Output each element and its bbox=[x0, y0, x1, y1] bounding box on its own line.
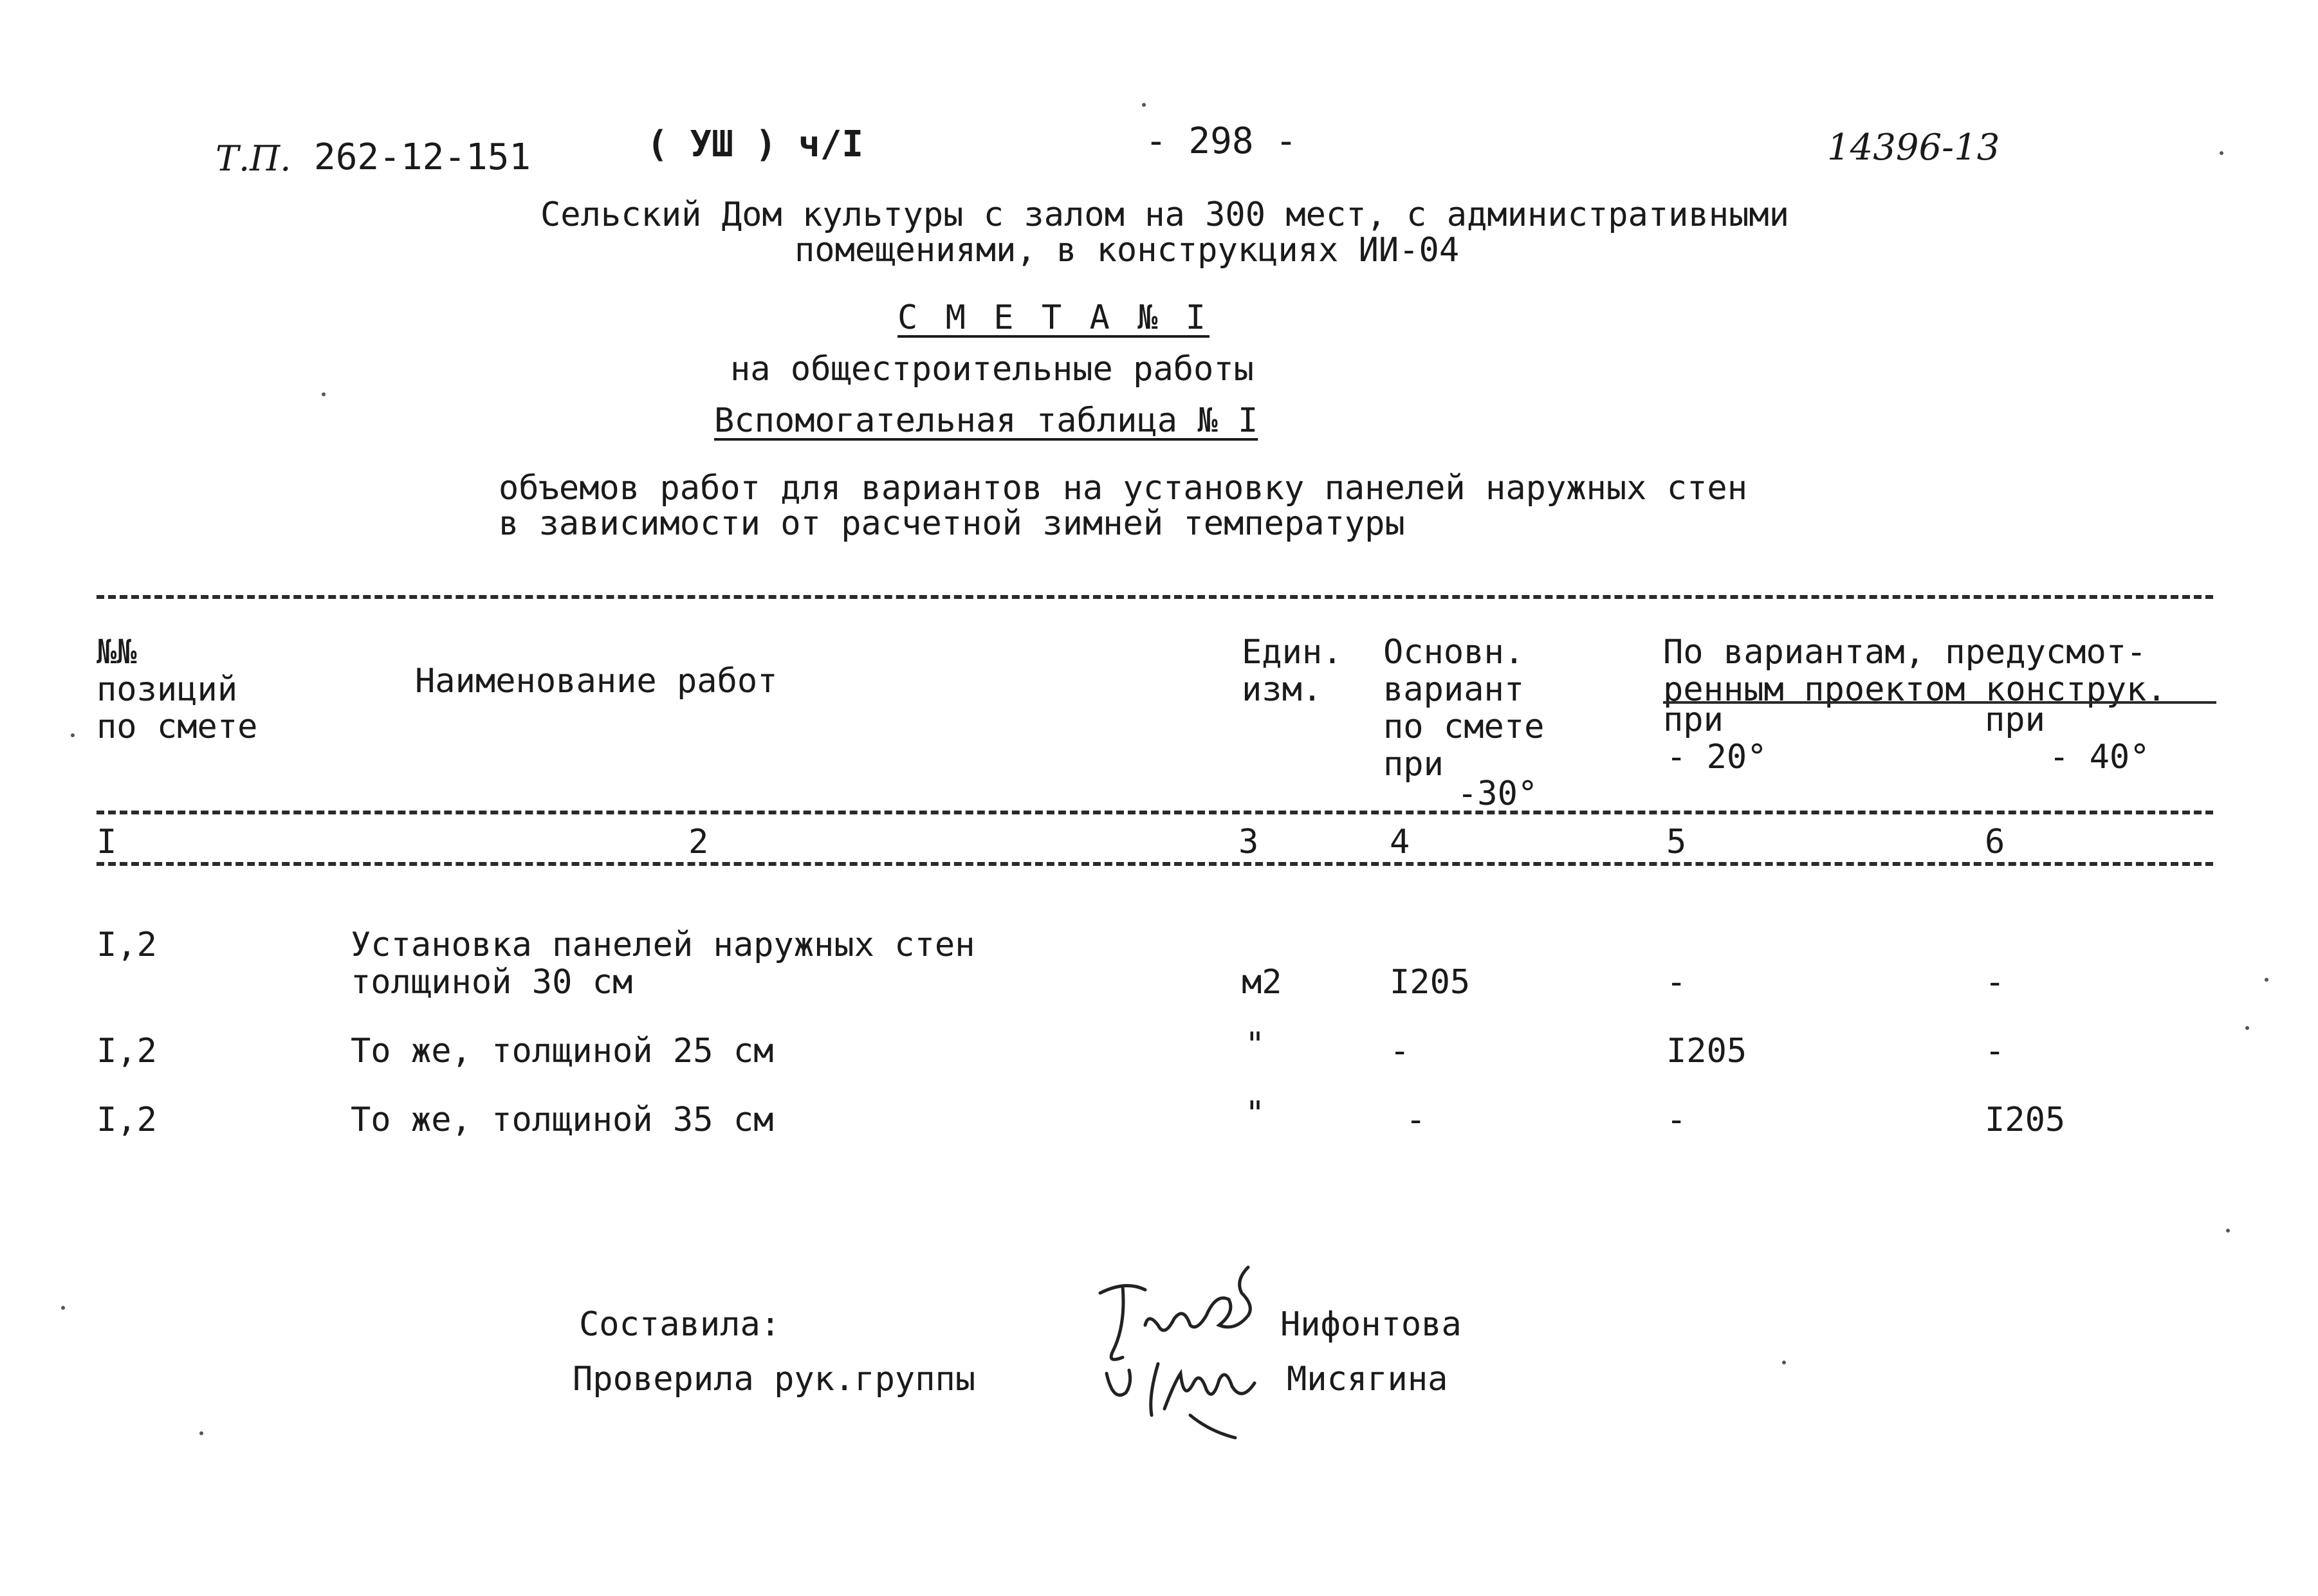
handwritten-signatures bbox=[1087, 1254, 1300, 1441]
table-row-1-name-line: толщиной 30 см bbox=[351, 963, 633, 1002]
header-variants-group-line: По вариантам, предусмот- bbox=[1663, 633, 2147, 672]
scan-speck bbox=[199, 1431, 203, 1435]
table-top-rule bbox=[97, 595, 2213, 599]
table-row-3-name: То же, толщиной 35 см bbox=[351, 1101, 774, 1139]
header-base-variant-line: по смете bbox=[1383, 708, 1545, 746]
page-number: - 298 - bbox=[1145, 120, 1298, 162]
title-line-1: Сельский Дом культуры с залом на 300 мест, с административными bbox=[540, 196, 1790, 234]
header-bottom-rule bbox=[97, 811, 2213, 814]
table-row-3-base: - bbox=[1406, 1101, 1426, 1139]
table-row-3-v40: I205 bbox=[1985, 1101, 2066, 1139]
checked-name: Мисягина bbox=[1287, 1360, 1448, 1399]
table-row-1-position: I,2 bbox=[97, 926, 157, 964]
compiled-label: Составила: bbox=[579, 1305, 781, 1344]
scan-speck bbox=[1142, 103, 1146, 107]
project-code: 262-12-151 bbox=[314, 136, 531, 178]
header-position bbox=[97, 634, 257, 746]
scan-speck bbox=[2245, 1026, 2249, 1030]
project-prefix: Т.П. bbox=[216, 138, 291, 179]
header-variant-40-line: при bbox=[1985, 701, 2045, 739]
table-row-3-v20: - bbox=[1666, 1101, 1687, 1139]
header-unit bbox=[1242, 634, 1343, 708]
header-position-line: по смете bbox=[97, 708, 258, 746]
column-number: 6 bbox=[1985, 823, 2005, 861]
header-base-variant-temp: -30° bbox=[1457, 775, 1538, 813]
doc-subject: на общестроительные работы bbox=[730, 350, 1254, 389]
scan-speck bbox=[71, 733, 75, 737]
aux-table-title: Вспомогательная таблица № I bbox=[714, 401, 1258, 440]
table-row-2-unit: " bbox=[1245, 1025, 1265, 1064]
scan-speck bbox=[2226, 1229, 2230, 1233]
table-row-2-name: То же, толщиной 25 см bbox=[351, 1032, 774, 1070]
table-row-1-unit: м2 bbox=[1242, 963, 1282, 1002]
table-row-1-name bbox=[351, 926, 975, 1001]
column-numbers-rule bbox=[97, 862, 2213, 866]
scan-speck bbox=[2220, 151, 2223, 155]
table-row-1-v20: - bbox=[1666, 963, 1687, 1002]
column-number: 3 bbox=[1238, 823, 1259, 861]
header-base-variant bbox=[1383, 634, 1544, 812]
header-variants-group bbox=[1663, 634, 2167, 708]
scan-speck bbox=[2265, 978, 2268, 982]
desc-line-1: объемов работ для вариантов на установку панелей наружных стен bbox=[499, 469, 1748, 508]
column-number: 5 bbox=[1666, 823, 1687, 861]
table-row-2-v40: - bbox=[1985, 1032, 2005, 1070]
archive-number: 14396-13 bbox=[1827, 127, 2000, 169]
compiled-name: Нифонтова bbox=[1280, 1305, 1462, 1344]
column-number: I bbox=[97, 823, 117, 861]
header-work-name-text: Наименование работ bbox=[415, 662, 778, 701]
header-work-name bbox=[415, 663, 778, 700]
header-base-variant-line: вариант bbox=[1383, 670, 1525, 709]
table-row-2-v20: I205 bbox=[1666, 1032, 1747, 1070]
desc-line-2: в зависимости от расчетной зимней температуры bbox=[499, 504, 1405, 543]
scan-speck bbox=[322, 392, 326, 396]
table-row-3-unit: " bbox=[1245, 1094, 1265, 1133]
header-variant-40-temp: - 40° bbox=[2049, 738, 2150, 776]
header-variant-20 bbox=[1663, 701, 1767, 776]
column-number: 2 bbox=[688, 823, 709, 861]
table-row-1-base: I205 bbox=[1390, 963, 1471, 1002]
table-row-1-v40: - bbox=[1985, 963, 2005, 1002]
table-row-3-position: I,2 bbox=[97, 1101, 157, 1139]
header-base-variant-line: при bbox=[1383, 745, 1444, 784]
title-line-2: помещениями, в конструкциях ИИ-04 bbox=[795, 231, 1460, 270]
header-unit-line: Един. bbox=[1242, 633, 1343, 672]
scan-speck bbox=[1782, 1361, 1786, 1364]
table-row-2-base: - bbox=[1390, 1032, 1410, 1070]
doc-type: С М Е Т А № I bbox=[897, 298, 1210, 337]
checked-label: Проверила рук.группы bbox=[573, 1360, 976, 1399]
volume-marker: ( УШ ) ч/I bbox=[647, 124, 864, 165]
header-unit-line: изм. bbox=[1242, 670, 1323, 709]
column-number: 4 bbox=[1390, 823, 1410, 861]
header-position-line: позиций bbox=[97, 670, 238, 709]
table-row-1-name-line: Установка панелей наружных стен bbox=[351, 926, 975, 964]
header-variant-40 bbox=[1985, 701, 2150, 776]
header-base-variant-line: Основн. bbox=[1383, 633, 1525, 672]
header-position-line: №№ bbox=[97, 633, 137, 672]
header-variants-group-line: ренным проектом конструк. bbox=[1663, 670, 2167, 709]
scan-speck bbox=[61, 1306, 65, 1310]
header-variant-20-temp: - 20° bbox=[1666, 738, 1767, 776]
table-row-2-position: I,2 bbox=[97, 1032, 157, 1070]
header-variant-20-line: при bbox=[1663, 701, 1724, 739]
